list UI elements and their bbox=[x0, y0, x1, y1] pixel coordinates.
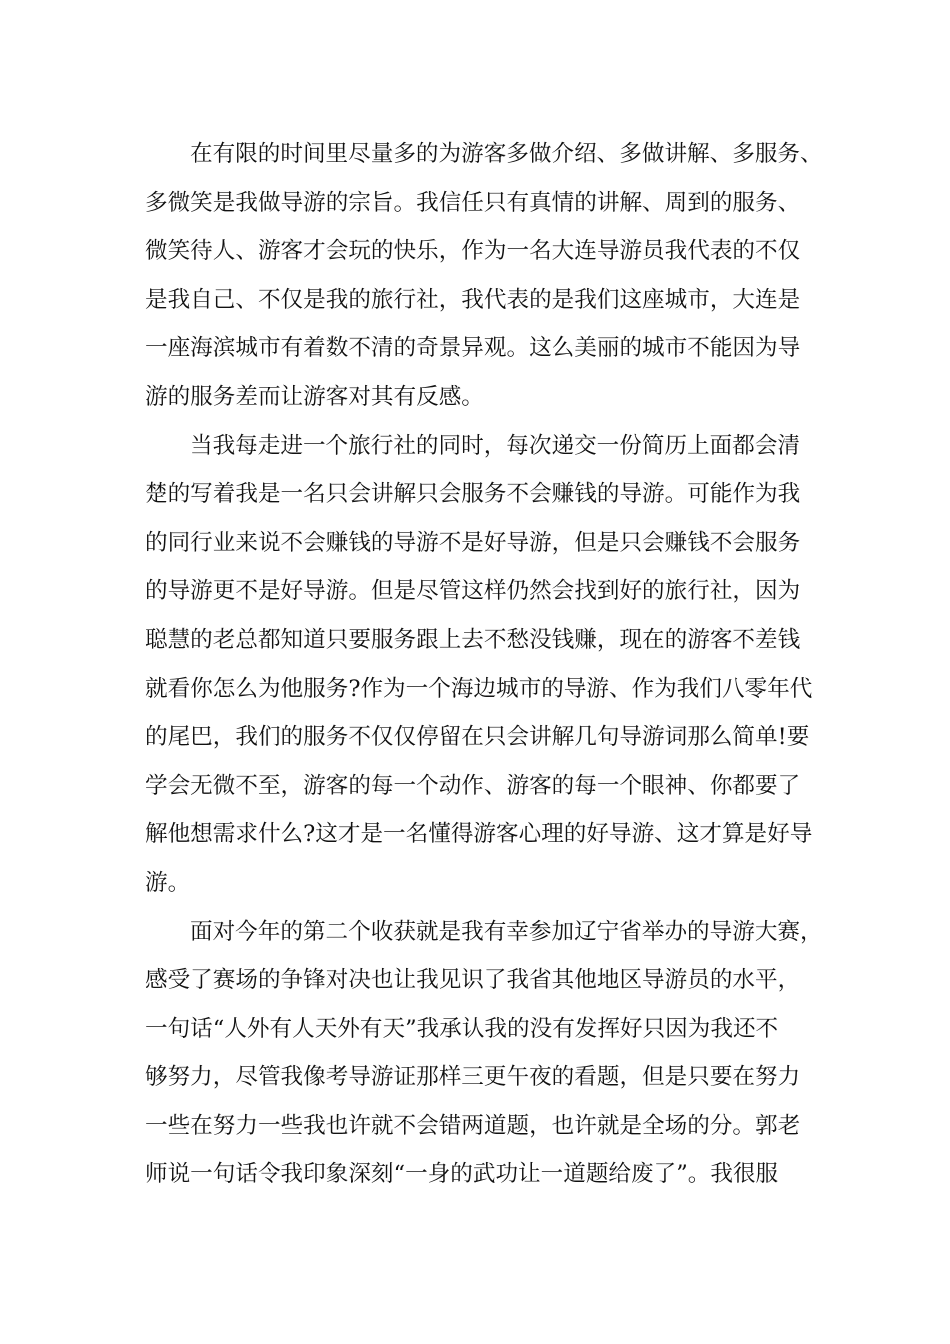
paragraph-line: 的导游更不是好导游。但是尽管这样仍然会找到好的旅行社，因为 bbox=[145, 578, 801, 605]
document-body bbox=[145, 130, 835, 1199]
paragraph-line: 一句话“人外有人天外有天”我承认我的没有发挥好只因为我还不 bbox=[145, 1015, 779, 1042]
paragraph-1 bbox=[145, 130, 835, 422]
paragraph-line: 游。 bbox=[145, 869, 191, 896]
paragraph-line: 在有限的时间里尽量多的为游客多做介绍、多做讲解、多服务、 bbox=[190, 141, 823, 167]
paragraph-line: 当我每走进一个旅行社的同时，每次递交一份简历上面都会清 bbox=[190, 432, 801, 459]
paragraph-line: 一座海滨城市有着数不清的奇景异观。这么美丽的城市不能因为导 bbox=[145, 335, 801, 362]
paragraph-line: 的尾巴，我们的服务不仅仅停留在只会讲解几句导游词那么简单!要 bbox=[145, 724, 810, 751]
paragraph-line: 是我自己、不仅是我的旅行社，我代表的是我们这座城市，大连是 bbox=[145, 286, 801, 313]
paragraph-line: 楚的写着我是一名只会讲解只会服务不会赚钱的导游。可能作为我 bbox=[145, 481, 801, 508]
paragraph-line: 感受了赛场的争锋对决也让我见识了我省其他地区导游员的水平， bbox=[145, 967, 801, 994]
paragraph-line: 够努力，尽管我像考导游证那样三更午夜的看题，但是只要在努力 bbox=[145, 1064, 801, 1091]
paragraph-line: 面对今年的第二个收获就是我有幸参加辽宁省举办的导游大赛， bbox=[190, 918, 823, 945]
paragraph-line: 就看你怎么为他服务?作为一个海边城市的导游、作为我们八零年代 bbox=[145, 675, 813, 702]
paragraph-line: 一些在努力一些我也许就不会错两道题，也许就是全场的分。郭老 bbox=[145, 1112, 801, 1139]
paragraph-line: 游的服务差而让游客对其有反感。 bbox=[145, 383, 484, 410]
paragraph-line: 的同行业来说不会赚钱的导游不是好导游，但是只会赚钱不会服务 bbox=[145, 529, 801, 556]
paragraph-3 bbox=[145, 908, 835, 1200]
paragraph-line: 多微笑是我做导游的宗旨。我信任只有真情的讲解、周到的服务、 bbox=[145, 189, 801, 216]
paragraph-line: 师说一句话令我印象深刻“一身的武功让一道题给废了”。我很服 bbox=[145, 1161, 779, 1188]
paragraph-2 bbox=[145, 422, 835, 908]
paragraph-line: 解他想需求什么?这才是一名懂得游客心理的好导游、这才算是好导 bbox=[145, 821, 813, 848]
paragraph-line: 微笑待人、游客才会玩的快乐，作为一名大连导游员我代表的不仅 bbox=[145, 238, 801, 265]
paragraph-line: 学会无微不至，游客的每一个动作、游客的每一个眼神、你都要了 bbox=[145, 772, 801, 799]
paragraph-line: 聪慧的老总都知道只要服务跟上去不愁没钱赚，现在的游客不差钱 bbox=[145, 626, 801, 653]
